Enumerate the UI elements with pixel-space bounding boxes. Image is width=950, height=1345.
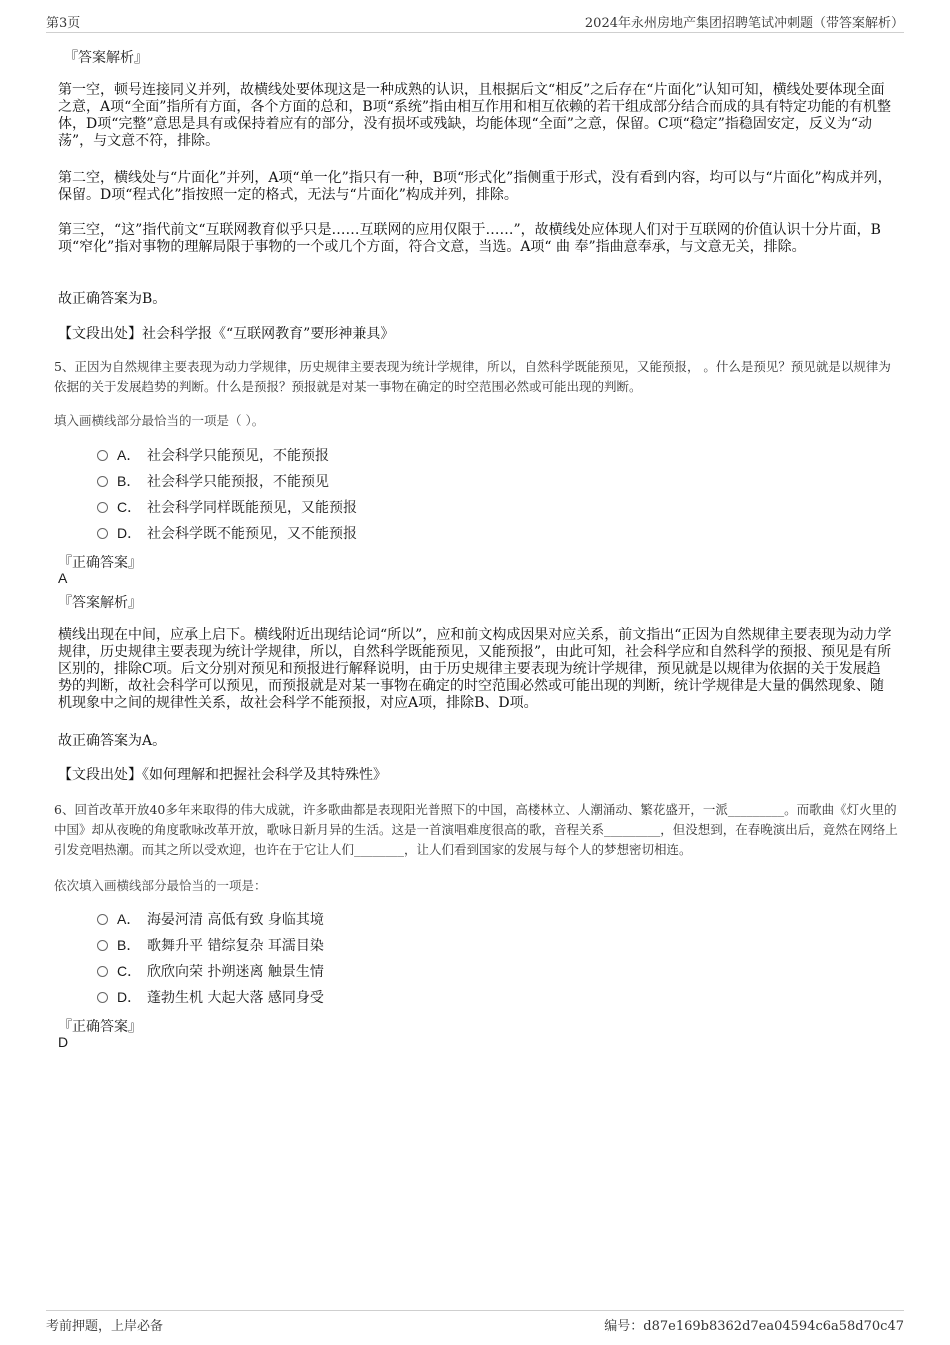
analysis-tag: 『答案解析』 [64, 50, 148, 66]
source-citation: 【文段出处】社会科学报《“互联网教育”要形神兼具》 [58, 326, 395, 342]
radio-icon[interactable] [97, 992, 108, 1003]
q6-option-a[interactable]: A． 海晏河清 高低有致 身临其境 [97, 909, 324, 929]
q5-option-c[interactable]: C． 社会科学同样既能预见，又能预报 [97, 497, 357, 517]
analysis-paragraph-2: 第二空，横线处与“片面化”并列，A项“单一化”指只有一种，B项“形式化”指侧重于形式，没有看到内容，均可以与“片面化”构成并列，保留。D项“程式化”指按照一定的格式，无法与“片面化”构成并列，排除。 [58, 170, 892, 203]
question-5-stem: 5、正因为自然规律主要表现为动力学规律，历史规律主要表现为统计学规律，所以，自然科学既能预见，又能预报， 。什么是预见？预见就是以规律为依据的关于发展趋势的判断。什么是预报？预报就是对某一事物在确定的时空范围必然或可能出现的判断。 [54, 359, 891, 394]
radio-icon[interactable] [97, 502, 108, 513]
radio-icon[interactable] [97, 450, 108, 461]
question-6-prompt: 依次填入画横线部分最恰当的一项是： [54, 878, 267, 893]
q5-option-a[interactable]: A． 社会科学只能预见，不能预报 [97, 445, 329, 465]
footer-slogan: 考前押题，上岸必备 [46, 1319, 164, 1334]
radio-icon[interactable] [97, 528, 108, 539]
question-6-stem: 6、回首改革开放40多年来取得的伟大成就，许多歌曲都是表现阳光普照下的中国，高楼林立、人潮涌动、繁花盛开，一派_________。而歌曲《灯火里的中国》却从夜晚的角度歌咏改革开放，歌咏日新月异的生活。这是一首演唱难度很高的歌，音程关系_________，但没想到，在春晚演出后，竟然在网络上引发竞唱热潮。而其之所以受欢迎，也许在于它让人们________，让人们看到国家的发展与每个人的梦想密切相连。 [54, 802, 898, 857]
conclusion: 故正确答案为B。 [58, 291, 167, 307]
answer-tag: 『正确答案』 [58, 555, 142, 571]
q6-option-d[interactable]: D． 蓬勃生机 大起大落 感同身受 [97, 987, 324, 1007]
radio-icon[interactable] [97, 940, 108, 951]
correct-answer: D [58, 1034, 69, 1050]
q6-option-c[interactable]: C． 欣欣向荣 扑朔迷离 触景生情 [97, 961, 324, 981]
radio-icon[interactable] [97, 966, 108, 977]
page-footer [46, 1310, 904, 1333]
correct-answer: A [58, 570, 68, 586]
analysis-paragraph-3: 第三空，“这”指代前文“互联网教育似乎只是……互联网的应用仅限于……”，故横线处应体现人们对于互联网的价值认识十分片面，B项“窄化”指对事物的理解局限于事物的一个或几个方面，符合文意，当选。A项“ 曲 奉”指曲意奉承，与文意无关，排除。 [58, 222, 881, 255]
source-citation: 【文段出处】《如何理解和把握社会科学及其特殊性》 [58, 767, 387, 783]
q5-option-b[interactable]: B． 社会科学只能预报，不能预见 [97, 471, 329, 491]
document-title: 2024年永州房地产集团招聘笔试冲刺题（带答案解析） [584, 16, 904, 31]
radio-icon[interactable] [97, 476, 108, 487]
analysis-tag: 『答案解析』 [58, 595, 142, 611]
q6-option-b[interactable]: B． 歌舞升平 错综复杂 耳濡目染 [97, 935, 324, 955]
q5-option-d[interactable]: D． 社会科学既不能预见，又不能预报 [97, 523, 357, 543]
page-header [46, 12, 904, 33]
page-number: 第3页 [46, 16, 81, 31]
analysis-paragraph-1: 第一空，顿号连接同义并列，故横线处要体现这是一种成熟的认识，且根据后文“相反”之后存在“片面化”认知可知，横线处要体现全面之意，A项“全面”指所有方面，各个方面的总和，B项“系统”指由相互作用和相互依赖的若干组成部分结合而成的具有特定功能的有机整体，D项“完整”意思是具有或保持着应有的部分，没有损坏或残缺，均能体现“全面”之意，保留。C项“稳定”指稳固安定，反义为“动荡”，与文意不符，排除。 [58, 82, 892, 149]
question-5-analysis: 横线出现在中间，应承上启下。横线附近出现结论词“所以”，应和前文构成因果对应关系，前文指出“正因为自然规律主要表现为动力学规律，历史规律主要表现为统计学规律，所以，自然科学既能预见，又能预报”，由此可知，社会科学应和自然科学的预报、预见是有所区别的，排除C项。后文分别对预见和预报进行解释说明，由于历史规律主要表现为统计学规律，预见就是以规律为依据的关于发展趋势的判断，故社会科学可以预见，而预报就是对某一事物在确定的时空范围必然或可能出现的判断，统计学规律是大量的偶然现象、随机现象中之间的规律性关系，故社会科学不能预报，对应A项，排除B、D项。 [58, 627, 892, 711]
radio-icon[interactable] [97, 914, 108, 925]
conclusion: 故正确答案为A。 [58, 733, 167, 749]
answer-tag: 『正确答案』 [58, 1019, 142, 1035]
document-id: 编号：d87e169b8362d7ea04594c6a58d70c47 [604, 1319, 904, 1334]
question-5-prompt: 填入画横线部分最恰当的一项是（ ）。 [54, 413, 265, 428]
